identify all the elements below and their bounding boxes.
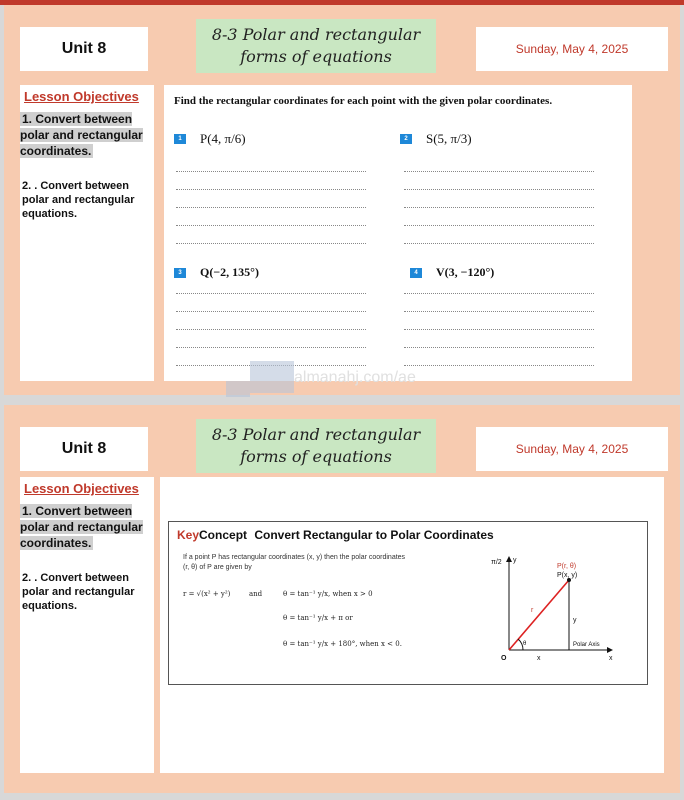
origin-label: O bbox=[501, 655, 507, 662]
date-label: Sunday, May 4, 2025 bbox=[476, 427, 668, 471]
problem-1 bbox=[174, 131, 246, 147]
y-side-label: y bbox=[573, 617, 577, 624]
problem-number-badge: 4 bbox=[410, 268, 422, 278]
x-axis-arrow bbox=[607, 647, 613, 653]
polar-axis-label: Polar Axis bbox=[573, 642, 600, 648]
equation-r: r = √(x² + y²) bbox=[183, 590, 231, 598]
answer-line bbox=[176, 293, 366, 294]
objective-2: 2. . Convert between polar and rectangular equations. bbox=[22, 180, 135, 220]
unit-label: Unit 8 bbox=[20, 27, 148, 71]
pi-half-label: π/2 bbox=[491, 559, 502, 566]
polar-coordinate-diagram bbox=[489, 550, 639, 680]
lesson-title-line2: forms of equations bbox=[240, 47, 392, 66]
answer-line bbox=[404, 347, 594, 348]
answer-line bbox=[176, 225, 366, 226]
equation-theta-1: θ = tan⁻¹ y/x, when x > 0 bbox=[283, 590, 373, 598]
objective-1 bbox=[20, 503, 150, 551]
concept-description-2: (r, θ) of P are given by bbox=[183, 564, 252, 571]
problem-number-badge: 2 bbox=[400, 134, 412, 144]
objectives-panel bbox=[20, 477, 154, 773]
problem-3 bbox=[174, 265, 259, 280]
unit-label: Unit 8 bbox=[20, 427, 148, 471]
slide-2 bbox=[4, 405, 680, 793]
problem-expression: Q(−2, 135°) bbox=[200, 265, 259, 279]
equation-and: and bbox=[249, 590, 263, 598]
problem-2 bbox=[400, 131, 472, 147]
equation-theta-3: θ = tan⁻¹ y/x + 180°, when x < 0. bbox=[283, 640, 402, 648]
answer-line bbox=[176, 329, 366, 330]
key-concept-key: Key bbox=[177, 528, 200, 542]
key-concept-card bbox=[168, 521, 648, 685]
objective-1-text: 1. Convert between polar and rectangular coordinates. bbox=[20, 112, 143, 158]
answer-line bbox=[404, 207, 594, 208]
answer-line bbox=[404, 329, 594, 330]
date-label: Sunday, May 4, 2025 bbox=[476, 27, 668, 71]
objectives-heading: Lesson Objectives bbox=[24, 481, 139, 496]
answer-line bbox=[176, 243, 366, 244]
problem-number-badge: 3 bbox=[174, 268, 186, 278]
problem-expression: S(5, π/3) bbox=[426, 131, 472, 146]
lesson-title-line1: 8-3 Polar and rectangular bbox=[211, 25, 421, 44]
objective-2: 2. . Convert between polar and rectangular equations. bbox=[22, 572, 135, 612]
y-axis-label: y bbox=[513, 557, 517, 564]
x-axis-label: x bbox=[609, 655, 613, 662]
answer-line bbox=[404, 243, 594, 244]
objectives-panel bbox=[20, 85, 154, 381]
watermark-logo bbox=[250, 361, 294, 393]
exercise-instruction: Find the rectangular coordinates for each point with the given polar coordinates. bbox=[174, 95, 553, 107]
y-axis-arrow bbox=[506, 556, 512, 562]
p-rect-label: P(x, y) bbox=[557, 572, 578, 579]
equation-theta-2: θ = tan⁻¹ y/x + π or bbox=[283, 614, 353, 622]
lesson-title-line2: forms of equations bbox=[240, 447, 392, 466]
problem-4 bbox=[410, 265, 494, 280]
answer-line bbox=[176, 311, 366, 312]
answer-line bbox=[176, 171, 366, 172]
key-concept-heading bbox=[177, 528, 494, 542]
key-concept-panel bbox=[160, 477, 664, 773]
x-side-label: x bbox=[537, 655, 541, 662]
lesson-title bbox=[196, 19, 436, 73]
slide-1 bbox=[4, 5, 680, 395]
key-concept-title: Convert Rectangular to Polar Coordinates bbox=[254, 528, 494, 542]
key-concept-concept: Concept bbox=[199, 528, 248, 542]
watermark-text: almanahj.com/ae bbox=[294, 369, 416, 386]
p-polar-label: P(r, θ) bbox=[557, 563, 577, 570]
answer-line bbox=[404, 171, 594, 172]
problem-expression: P(4, π/6) bbox=[200, 131, 246, 146]
answer-line bbox=[404, 311, 594, 312]
answer-line bbox=[176, 189, 366, 190]
concept-description-1: If a point P has rectangular coordinates (x, y) then the polar coordinates bbox=[183, 554, 406, 561]
answer-line bbox=[404, 189, 594, 190]
answer-line bbox=[404, 365, 594, 366]
lesson-title-line1: 8-3 Polar and rectangular bbox=[211, 425, 421, 444]
exercise-panel bbox=[164, 85, 632, 381]
answer-line bbox=[176, 207, 366, 208]
theta-label: θ bbox=[523, 641, 527, 647]
watermark-logo-piece bbox=[226, 381, 250, 397]
r-label: r bbox=[531, 607, 534, 614]
objectives-heading: Lesson Objectives bbox=[24, 89, 139, 104]
objective-1 bbox=[20, 111, 150, 159]
answer-line bbox=[404, 225, 594, 226]
lesson-title bbox=[196, 419, 436, 473]
objective-1-text: 1. Convert between polar and rectangular coordinates. bbox=[20, 504, 143, 550]
problem-expression: V(3, −120°) bbox=[436, 265, 495, 279]
answer-line bbox=[176, 347, 366, 348]
problem-number-badge: 1 bbox=[174, 134, 186, 144]
answer-line bbox=[404, 293, 594, 294]
